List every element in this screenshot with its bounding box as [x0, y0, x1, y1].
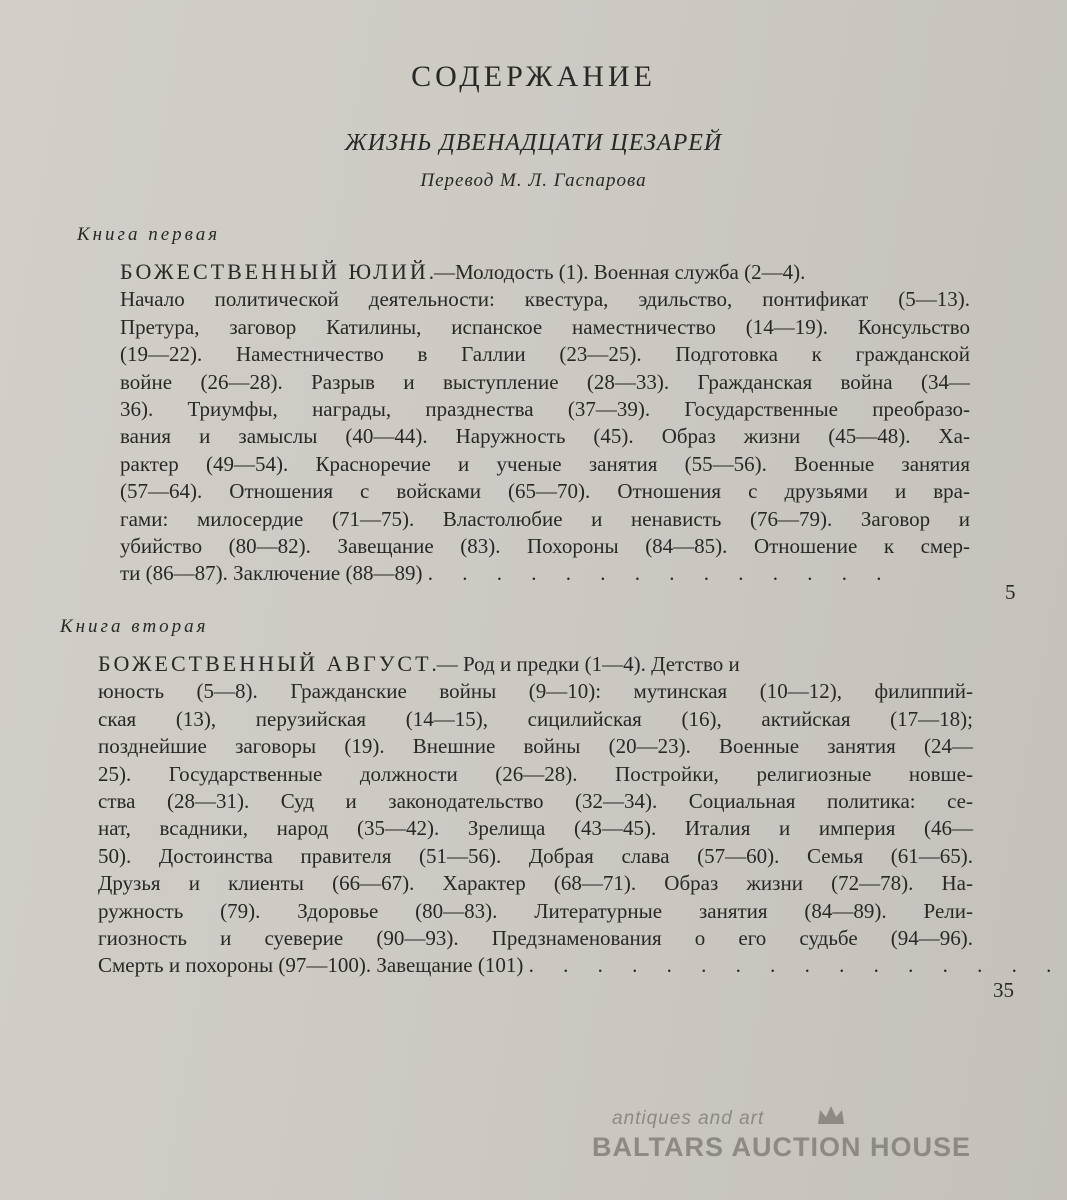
book-label: Книга первая: [77, 224, 221, 245]
toc-entry-line: Друзья и клиенты (66—67). Характер (68—71). Образ жизни (72—78). На-: [98, 871, 973, 896]
toc-entry-line: убийство (80—82). Завещание (83). Похороны (84—85). Отношение к смер-: [120, 534, 970, 559]
toc-entry-line: гами: милосердие (71—75). Властолюбие и ненависть (76—79). Заговор и: [120, 506, 970, 531]
leader-dots: . . . . . . . . . . . . . . . .: [528, 953, 1064, 978]
toc-entry-line: Смерть и похороны (97—100). Завещание (101) . . . . . . . . . . . . . . . .: [98, 953, 1064, 978]
translator-credit: Перевод М. Л. Гаспарова: [420, 170, 647, 191]
toc-entry: [98, 650, 1064, 980]
toc-entry-line: ружность (79). Здоровье (80—83). Литературные занятия (84—89). Рели-: [98, 898, 973, 923]
biography-name: БОЖЕСТВЕННЫЙ ЮЛИЙ: [120, 259, 429, 284]
toc-entry-line: БОЖЕСТВЕННЫЙ АВГУСТ.— Род и предки (1—4). Детство и: [98, 651, 740, 676]
toc-entry-line: нат, всадники, народ (35—42). Зрелища (43—45). Италия и империя (46—: [98, 816, 973, 841]
biography-name: БОЖЕСТВЕННЫЙ АВГУСТ: [98, 651, 432, 676]
toc-entry-line: войне (26—28). Разрыв и выступление (28—33). Гражданская война (34—: [120, 369, 970, 394]
book-label: Книга вторая: [60, 616, 209, 637]
toc-entry-line: юность (5—8). Гражданские войны (9—10): мутинская (10—12), филиппий-: [98, 679, 973, 704]
watermark-tagline: antiques and art: [612, 1108, 765, 1129]
toc-entry-line: 50). Достоинства правителя (51—56). Добрая слава (57—60). Семья (61—65).: [98, 843, 973, 868]
toc-entry-line: рактер (49—54). Красноречие и ученые занятия (55—56). Военные занятия: [120, 451, 970, 476]
page-number: 35: [993, 978, 1014, 1002]
toc-entry-line: ти (86—87). Заключение (88—89) . . . . . . . . . . . . . .: [120, 561, 894, 586]
toc-entry-line: позднейшие заговоры (19). Внешние войны (20—23). Военные занятия (24—: [98, 734, 973, 759]
toc-entry-line: вания и замыслы (40—44). Наружность (45). Образ жизни (45—48). Ха-: [120, 424, 970, 449]
page-title: СОДЕРЖАНИЕ: [411, 60, 656, 93]
toc-entry-line: ства (28—31). Суд и законодательство (32—34). Социальная политика: се-: [98, 789, 973, 814]
toc-entry-line: (19—22). Наместничество в Галлии (23—25). Подготовка к гражданской: [120, 342, 970, 367]
page-number: 5: [1005, 580, 1016, 604]
work-title: ЖИЗНЬ ДВЕНАДЦАТИ ЦЕЗАРЕЙ: [344, 130, 723, 156]
watermark-logo: BALTARS AUCTION HOUSE: [592, 1132, 971, 1162]
toc-entry-line: БОЖЕСТВЕННЫЙ ЮЛИЙ.—Молодость (1). Военная служба (2—4).: [120, 259, 806, 284]
leader-dots: . . . . . . . . . . . . . .: [427, 561, 894, 586]
toc-entry-line: Начало политической деятельности: квестура, эдильство, понтификат (5—13).: [120, 287, 970, 312]
toc-entry-line: (57—64). Отношения с войсками (65—70). Отношения с друзьями и вра-: [120, 479, 970, 504]
crown-icon: [816, 1104, 846, 1126]
toc-entry: [120, 258, 970, 588]
toc-entry-line: гиозность и суеверие (90—93). Предзнаменования о его судьбе (94—96).: [98, 926, 973, 951]
toc-entry-line: ская (13), перузийская (14—15), сицилийская (16), актийская (17—18);: [98, 706, 973, 731]
toc-entry-line: Претура, заговор Катилины, испанское наместничество (14—19). Консульство: [120, 314, 970, 339]
toc-entry-line: 25). Государственные должности (26—28). Постройки, религиозные новше-: [98, 761, 973, 786]
toc-entry-line: 36). Триумфы, награды, празднества (37—39). Государственные преобразо-: [120, 397, 970, 422]
